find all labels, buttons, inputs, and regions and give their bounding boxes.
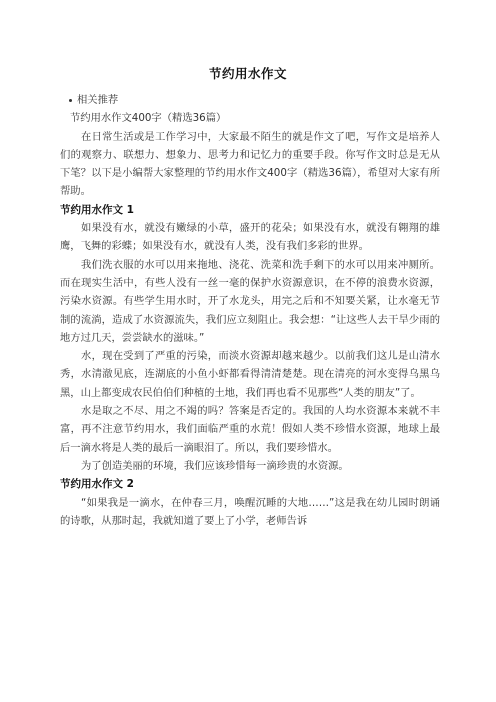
page-title: 节约用水作文 bbox=[208, 66, 287, 81]
paragraph: 为了创造美丽的环境，我们应该珍惜每一滴珍贵的水资源。 bbox=[81, 459, 349, 472]
paragraph: 水是取之不尽、用之不竭的吗？答案是否定的。我国的人均水资源本来就不丰富，再不注意节约用水，我们面临严重的水荒！假如人类不珍惜水资源，地球上最后一滴水将是人类的最后一滴眼泪了。所以，我们要珍惜水。 bbox=[60, 405, 440, 454]
paragraph: 如果没有水，就没有嫩绿的小草，盛开的花朵；如果没有水，就没有翱翔的雄鹰，飞舞的彩蝶；如果没有水，就没有人类，没有我们多彩的世界。 bbox=[60, 222, 440, 253]
article-body bbox=[60, 91, 440, 530]
section-heading: 节约用水作文 2 bbox=[60, 478, 134, 491]
related-recommendation-link[interactable] bbox=[60, 91, 440, 109]
paragraph: 我们洗衣服的水可以用来拖地、浇花、洗菜和洗手剩下的水可以用来冲厕所。而在现实生活中，有些人没有一丝一毫的保护水资源意识，在不停的浪费水资源，污染水资源。有些学生用水时，开了水龙头，用完之后和不知要关紧，让水毫无节制的流淌，造成了水资源流失，我们应立刻阻止。我会想：“让这些人去干旱少雨的地方过几天，尝尝缺水的滋味。” bbox=[60, 258, 440, 344]
paragraph: 水，现在受到了严重的污染，而淡水资源却越来越少。以前我们这儿是山清水秀，水清澈见底，连湖底的小鱼小虾都看得清清楚楚。现在清亮的河水变得乌黑乌黑，山上都变成农民伯伯们种植的土地，我们再也看不见那些“人类的朋友”了。 bbox=[60, 350, 440, 399]
article-subtitle: 节约用水作文400字（精选36篇） bbox=[70, 112, 227, 125]
paragraph: “如果我是一滴水，在仲春三月，唤醒沉睡的大地……”这是我在幼儿园时朗诵的诗歌，从那时起，我就知道了要上了小学，老师告诉 bbox=[60, 496, 440, 527]
related-label: 相关推荐 bbox=[77, 94, 119, 106]
intro-paragraph: 在日常生活或是工作学习中，大家最不陌生的就是作文了吧，写作文是培养人们的观察力、联想力、想象力、思考力和记忆力的重要手段。你写作文时总是无从下笔？以下是小编帮大家整理的节约用水作文400字（精选36篇），希望对大家有所帮助。 bbox=[60, 130, 440, 198]
bullet-icon bbox=[69, 99, 72, 102]
section-heading: 节约用水作文 1 bbox=[60, 203, 134, 216]
